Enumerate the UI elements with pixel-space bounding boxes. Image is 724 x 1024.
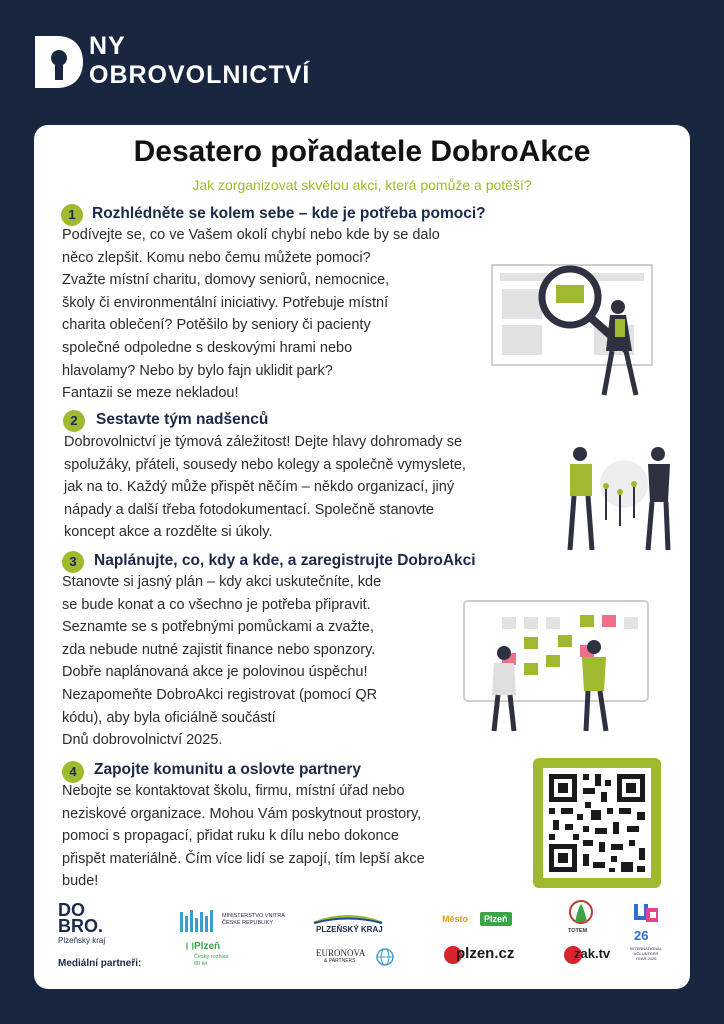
mesto-plzen-logo: [442, 912, 522, 930]
rozhlas-plzen-name: Plzeň: [194, 941, 221, 952]
mesto-text: Město: [442, 914, 469, 924]
cesky-rozhlas-plzen-logo: [184, 942, 244, 976]
volunteer-year-number: 26: [634, 928, 649, 943]
partners-footer: [34, 890, 690, 985]
ny-dobrovolnictvi-logo: [33, 34, 373, 94]
logo-text-ny: NY: [89, 32, 126, 60]
euronova-subtext: & PARTNERS: [324, 958, 356, 964]
registration-qr-code[interactable]: [533, 758, 661, 888]
plzen-badge: Plzeň: [480, 912, 512, 926]
dobro-plzensky-kraj-logo: [58, 902, 103, 934]
media-partners-label: Mediální partneři:: [58, 958, 142, 969]
plzensky-kraj-text: PLZEŇSKÝ KRAJ: [316, 925, 383, 934]
section-4-number-badge: 4: [62, 761, 84, 783]
section-2-body: Dobrovolnictví je týmová záležitost! Dejte hlavy dohromady se spolužáky, přáteli, sousedy nebo kolegy a společně vymyslete, jak na to. Každý může přispět něčím – někdo organizací, jiný nápady a další třeba fotodokumentací. Společně stanovte koncept akce a rozdělte si úkoly.: [64, 434, 466, 541]
volunteer-line1: INTERNATIONAL: [630, 946, 662, 951]
totem-mark-icon: [566, 900, 596, 928]
euronova-globe-icon: [374, 948, 396, 966]
plzensky-kraj-arc-icon: [312, 912, 384, 924]
euronova-text: EURONOVA: [316, 948, 366, 958]
ministry-mark-icon: [180, 908, 216, 934]
magnifier-research-illustration: [486, 255, 662, 405]
totem-logo: [564, 900, 598, 940]
section-1-body: Podívejte se, co ve Vašem okolí chybí nebo kde by se dalo něco zlepšit. Komu nebo čemu můžete pomoci? Zvažte místní charitu, domovy seniorů, nemocnice, školy či environmentální iniciativy. Potřebuje místní charita oblečení? Potěšilo by seniory či pacienty společné odpoledne s deskovými hrami nebo hlavolamy? Nebo by bylo fajn uklidit park? Fantazii se meze nekladou!: [62, 227, 440, 402]
dobro-logo-line1: DO: [58, 900, 85, 920]
plzensky-kraj-logo: [312, 912, 384, 938]
euronova-partners-logo: [316, 946, 398, 970]
dobro-logo-line2: BRO.: [58, 916, 103, 936]
plzen-cz-text: plzen.cz: [456, 945, 515, 962]
page-subtitle: Jak zorganizovat skvělou akci, která pomůže a potěší?: [192, 177, 532, 193]
radio-waves-icon: ❙❙: [184, 943, 196, 950]
dobro-logo-subtitle: Plzeňský kraj: [58, 936, 106, 945]
section-3-number-badge: 3: [62, 551, 84, 573]
totem-text: TOTEM: [568, 928, 588, 934]
zak-tv-logo: [564, 944, 624, 966]
ministerstvo-vnitra-logo: [180, 908, 290, 938]
international-volunteer-year-logo: [624, 900, 668, 970]
page-title: Desatero pořadatele DobroAkce: [133, 135, 591, 168]
section-2-number-badge: 2: [63, 410, 85, 432]
content-card: [34, 125, 690, 989]
planning-board-illustration: [458, 595, 654, 737]
ministry-line1: MINISTERSTVO VNITRA: [222, 913, 285, 919]
ministry-line2: ČESKÉ REPUBLIKY: [222, 920, 274, 926]
section-1-number-badge: 1: [61, 204, 83, 226]
plzen-cz-logo: [444, 944, 514, 968]
section-4-body: Nebojte se kontaktovat školu, firmu, místní úřad nebo neziskové organizace. Mohou Vám poskytnout prostory, pomoci s propagací, přidat ruku k dílu nebo dokonce přispět materiálně. Čím více lidí se zapojí, tím lepší akce bude!: [62, 783, 425, 890]
volunteer-line2: VOLUNTEER: [633, 951, 659, 956]
section-1-heading: Rozhlédněte se kolem sebe – kde je potřeba pomoci?: [92, 205, 486, 222]
zak-tv-text: zak.tv: [574, 946, 611, 961]
d-logo-mark-icon: [33, 34, 85, 90]
section-2-heading: Sestavte tým nadšenců: [96, 411, 269, 428]
section-3-heading: Naplánujte, co, kdy a kde, a zaregistrujte DobroAkci: [94, 552, 476, 569]
rozhlas-line1: Český rozhlas: [194, 954, 229, 960]
volunteer-hands-icon: [630, 900, 660, 930]
section-3-body: Stanovte si jasný plán – kdy akci uskutečníte, kde se bude konat a co všechno je potřeba připravit. Seznamte se s potřebnými pomůckami a zvažte, zda nebude nutné zajistit finance nebo sponzory. Dobře naplánovaná akce je polovinou úspěchu! Nezapomeňte DobroAkci registrovat (pomocí QR kódu), aby byla oficiálně součástí Dnů dobrovolnictví 2025.: [62, 574, 382, 749]
logo-text-dobrovolnictvi: OBROVOLNICTVÍ: [89, 61, 311, 89]
team-illustration: [534, 440, 674, 560]
rozhlas-line2: 80 let: [194, 961, 208, 967]
section-4-heading: Zapojte komunitu a oslovte partnery: [94, 761, 361, 778]
volunteer-line3: YEAR 2026: [635, 956, 657, 961]
